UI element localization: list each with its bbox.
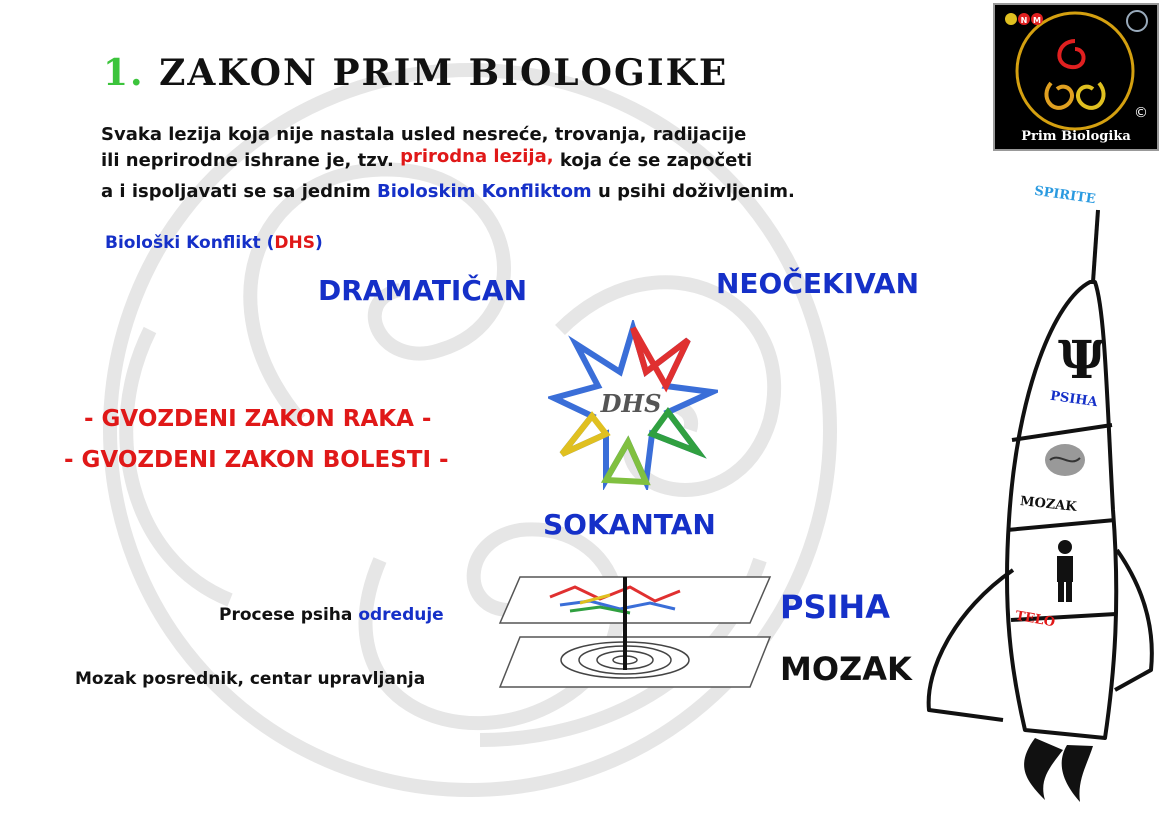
psiha-heading: PSIHA — [780, 588, 890, 626]
conflict-label — [105, 233, 323, 253]
title-number: 1. — [103, 52, 145, 94]
brain-icon — [1045, 444, 1085, 476]
rocket-psiha-label: PSIHA — [1049, 388, 1099, 411]
intro-line-1: Svaka lezija koja nije nastala usled nesreće, trovanja, radijacije — [101, 124, 747, 145]
intro-line-3 — [101, 181, 795, 202]
psiha-layer-label-b: odreduje — [358, 605, 444, 625]
natural-lesion-highlight: prirodna lezija, — [400, 146, 554, 167]
page-title — [103, 52, 728, 94]
trait-dramatic: DRAMATIČAN — [318, 274, 528, 307]
dhs-badge-text: DHS — [600, 389, 662, 418]
intro-line-3-b: u psihi doživljenim. — [597, 181, 795, 202]
psiha-layer-label — [219, 605, 444, 625]
law-cancer: - GVOZDENI ZAKON RAKA - — [84, 406, 432, 432]
triskelion-icon — [995, 5, 1157, 149]
conflict-label-dhs: DHS — [274, 233, 315, 253]
psiha-plane — [500, 577, 770, 623]
trait-unexpected: NEOČEKIVAN — [716, 267, 920, 300]
rocket-telo-label: TELO — [1014, 608, 1057, 631]
layers-diagram — [480, 565, 780, 695]
psi-symbol: Ψ — [1058, 330, 1106, 391]
psiha-layer-label-a: Procese psiha — [219, 605, 353, 625]
mozak-layer-label: Mozak posrednik, centar upravljanja — [75, 669, 426, 689]
logo-badge-n: N — [1020, 16, 1028, 25]
conflict-label-b: ) — [314, 233, 323, 253]
logo-badge-m: M — [1033, 16, 1041, 25]
intro-line-2-b: koja će se započeti — [559, 150, 753, 171]
prim-biologika-logo — [993, 3, 1159, 151]
intro-line-2 — [101, 146, 753, 171]
rocket-spirite-label: SPIRITE — [1033, 183, 1097, 208]
intro-line-2-a: ili neprirodne ishrane je, tzv. — [101, 150, 394, 171]
trait-shocking: SOKANTAN — [543, 508, 716, 541]
law-disease: - GVOZDENI ZAKON BOLESTI - — [64, 447, 449, 473]
logo-copyright: © — [1134, 105, 1148, 121]
rocket-mozak-label: MOZAK — [1019, 494, 1078, 515]
dhs-burst-icon — [548, 320, 718, 490]
mozak-heading: MOZAK — [780, 650, 912, 688]
biological-conflict-highlight: Bioloskim Konfliktom — [377, 181, 592, 202]
intro-line-3-a: a i ispoljavati se sa jednim — [101, 181, 371, 202]
conflict-label-a: Biološki Konflikt ( — [105, 233, 275, 253]
title-text: ZAKON PRIM BIOLOGIKE — [159, 52, 729, 94]
logo-text: Prim Biologika — [1021, 129, 1131, 144]
